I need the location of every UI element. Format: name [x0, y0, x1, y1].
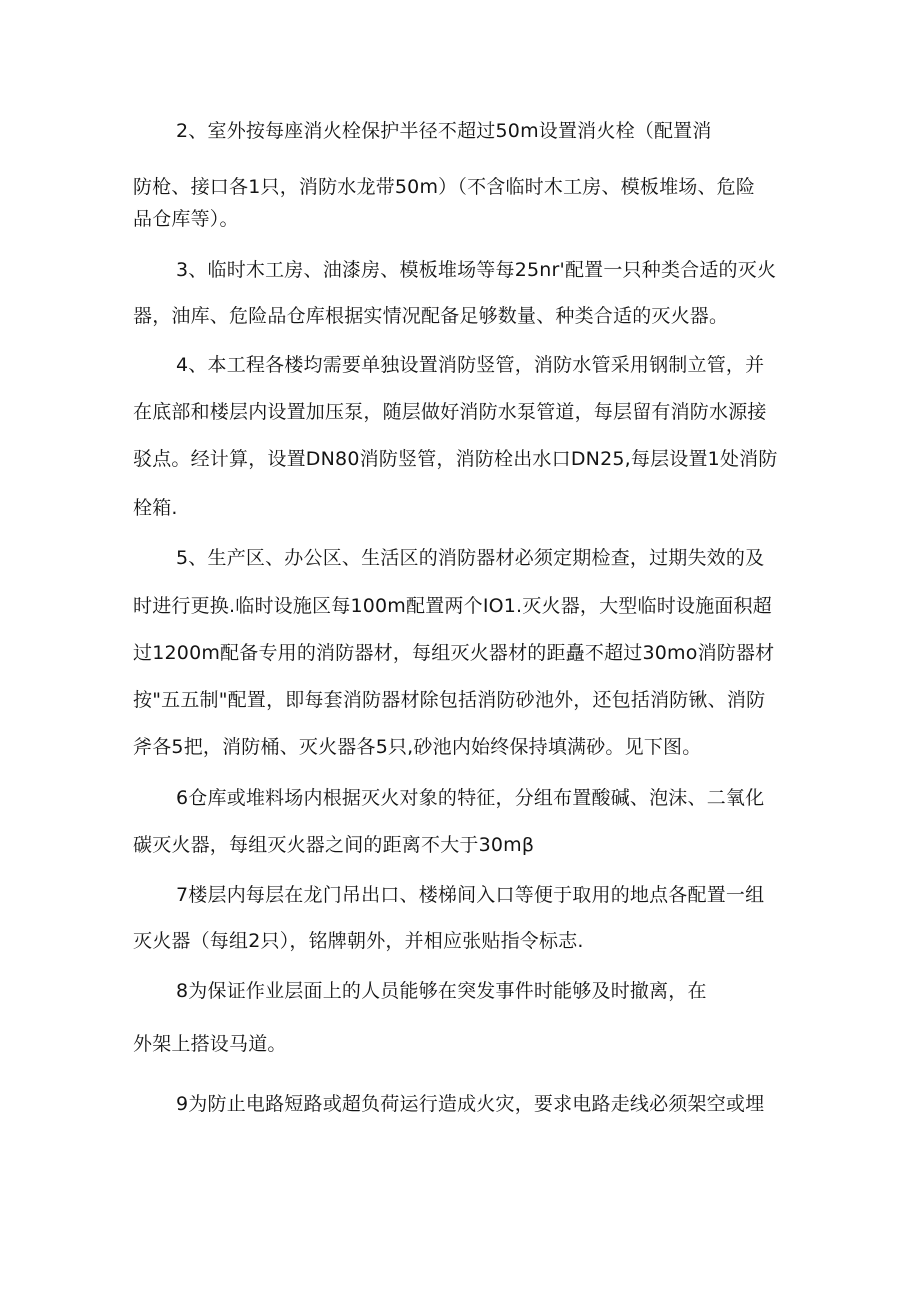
- text-line: 驳点。经计算，设置DN80消防竖管，消防栓出水口DN25,每层设置1处消防: [133, 448, 778, 470]
- text-line: 9为防止电路短路或超负荷运行造成火灾，要求电路走线必须架空或埋: [176, 1093, 765, 1115]
- text-line: 时进行更换.临时设施区每100m配置两个IO1.灭火器，大型临时设施面积超: [133, 595, 772, 617]
- text-line: 外架上搭设马道。: [133, 1033, 287, 1055]
- text-line: 在底部和楼层内设置加压泵，随层做好消防水泵管道，每层留有消防水源接: [133, 401, 767, 423]
- text-line: 6仓库或堆料场内根据灭火对象的特征，分组布置酸碱、泡沫、二氧化: [176, 787, 765, 809]
- text-line: 4、本工程各楼均需要单独设置消防竖管，消防水管采用钢制立管，并: [176, 354, 765, 376]
- text-line: 按"五五制"配置，即每套消防器材除包括消防砂池外，还包括消防锹、消防: [133, 689, 766, 711]
- text-line: 斧各5把，消防桶、灭火器各5只,砂池内始终保持填满砂。见下图。: [133, 736, 702, 758]
- text-line: 过1200m配备专用的消防器材，每组灭火器材的距矗不超过30mo消防器材: [133, 642, 775, 664]
- text-line: 8为保证作业层面上的人员能够在突发事件时能够及时撤离，在: [176, 980, 707, 1002]
- text-line: 碳灭火器，每组灭火器之间的距离不大于30mβ: [133, 834, 535, 856]
- text-line: 3、临时木工房、油漆房、模板堆场等每25nr'配置一只种类合适的灭火: [176, 259, 777, 281]
- text-line: 7楼层内每层在龙门吊出口、楼梯间入口等便于取用的地点各配置一组: [176, 884, 765, 906]
- text-line: 栓箱.: [133, 497, 178, 519]
- text-line: 灭火器（每组2只），铭牌朝外，并相应张贴指令标志.: [133, 930, 584, 952]
- text-line: 器，油库、危险品仓库根据实情况配备足够数量、种类合适的灭火器。: [133, 305, 729, 327]
- text-line: 2、室外按每座消火栓保护半径不超过50m设置消火栓（配置消: [176, 120, 712, 142]
- text-line: 5、生产区、办公区、生活区的消防器材必须定期检查，过期失效的及: [176, 547, 765, 569]
- text-line: 品仓库等）。: [133, 208, 239, 230]
- text-line: 防枪、接口各1只，消防水龙带50m）（不含临时木工房、模板堆场、危险: [133, 176, 756, 198]
